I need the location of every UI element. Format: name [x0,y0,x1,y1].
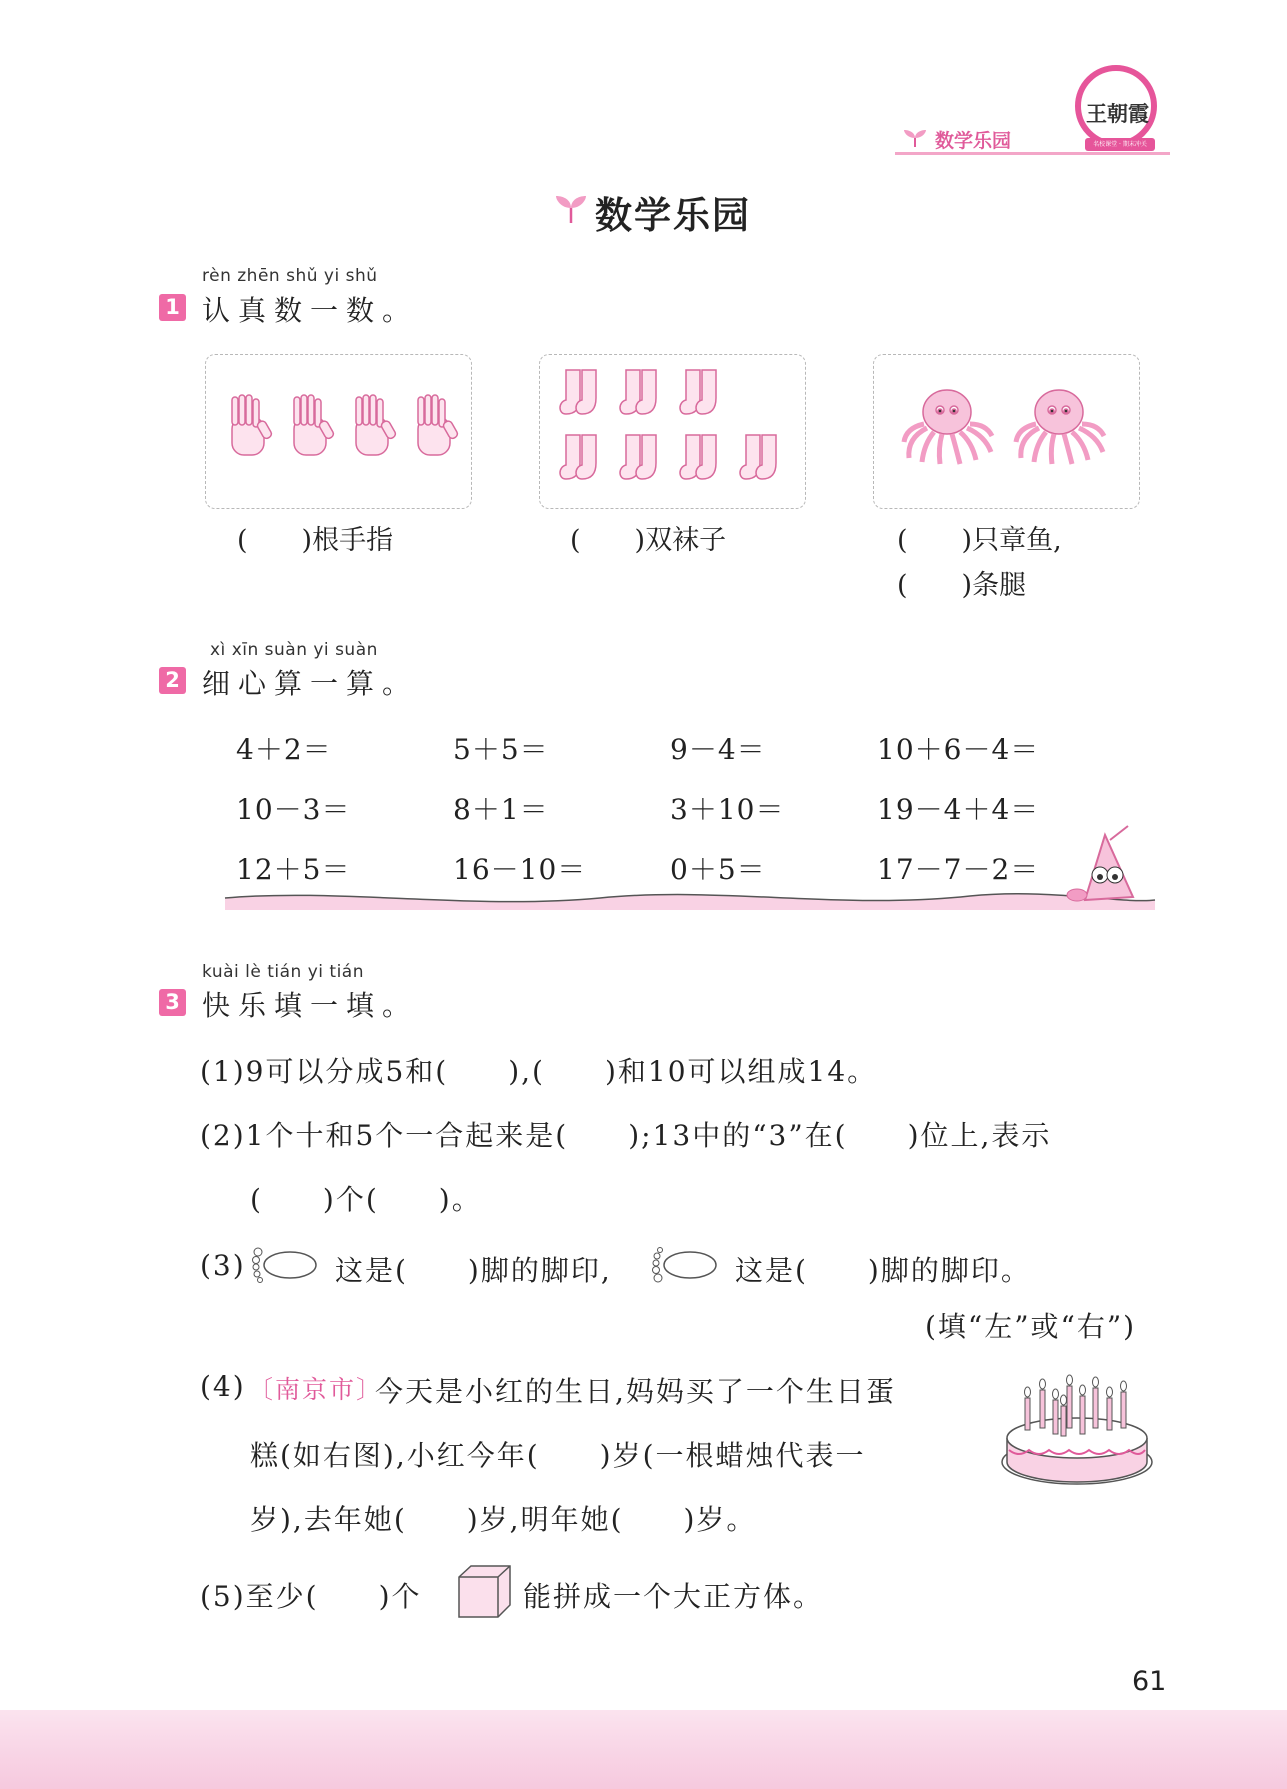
calc-r2c3: 3＋10＝ [670,793,785,826]
q3-pinyin: kuài lè tián yi tián [202,962,364,982]
brand-badge-name: 王朝霞 [1086,101,1149,126]
q3-item-2a: (2)1个十和5个一合起来是( );13中的“3”在( )位上,表示 [200,1119,1052,1152]
calc-r3c1: 12＋5＝ [236,853,351,886]
socks-picture-frame [539,354,806,509]
calc-r1c3: 9－4＝ [670,733,766,766]
q2-pinyin: xì xīn suàn yi suàn [210,640,378,660]
bottom-decor-band [0,1710,1287,1789]
q1-caption-fingers: ( )根手指 [237,525,394,556]
page-number: 61 [1132,1666,1167,1697]
q3-item-3-mid2: 这是( )脚的脚印。 [735,1254,1031,1287]
socks-illustration [540,355,805,508]
calc-r2c2: 8＋1＝ [453,793,549,826]
calc-r3c2: 16－10＝ [453,853,587,886]
q3-item-4-source-tag: 〔南京市〕 [248,1375,384,1404]
hands-picture-frame [205,354,472,509]
q1-pinyin: rèn zhēn shǔ yi shǔ [202,266,378,286]
calc-r3c3: 0＋5＝ [670,853,766,886]
right-footprint-icon [648,1245,720,1285]
header-section-label: 数学乐园 [935,130,1012,152]
left-footprint-icon [248,1245,320,1285]
q3-item-4-line2: 糕(如右图),小红今年( )岁(一根蜡烛代表一 [250,1439,866,1472]
q2-number-badge: 2 [159,667,186,694]
q1-caption-legs: ( )条腿 [897,570,1027,601]
q3-item-4-line1: 今天是小红的生日,妈妈买了一个生日蛋 [375,1375,896,1408]
q3-item-5a: (5)至少( )个 [200,1580,422,1613]
calc-r1c1: 4＋2＝ [236,733,332,766]
calc-r2c1: 10－3＝ [236,793,351,826]
q3-item-3-note: (填“左”或“右”) [925,1310,1137,1343]
q3-title: 快乐填一填。 [202,989,419,1022]
q3-item-4-prefix: (4) [200,1370,246,1403]
leaf-icon [902,128,928,148]
q1-number-badge: 1 [159,294,186,321]
header-underline [895,152,1170,155]
q3-item-2b: ( )个( )。 [250,1183,482,1216]
hands-illustration [206,355,471,508]
q3-item-5b: 能拼成一个大正方体。 [523,1580,824,1613]
q3-item-3-mid1: 这是( )脚的脚印, [335,1254,612,1287]
q1-caption-octopus: ( )只章鱼, [897,525,1062,556]
octopus-illustration [874,355,1139,508]
wave-divider [220,880,1160,915]
birthday-cake-illustration [995,1370,1160,1495]
q3-item-1: (1)9可以分成5和( ),( )和10可以组成14。 [200,1055,878,1088]
small-cube-icon [455,1563,515,1621]
calc-r3c4: 17－7－2＝ [877,853,1040,886]
calc-r1c4: 10＋6－4＝ [877,733,1040,766]
brand-badge-ribbon-text: 名校课堂 · 期末冲关 [1093,141,1147,148]
q1-title: 认真数一数。 [202,294,419,327]
hermit-crab-illustration [1055,815,1155,915]
page-title: 数学乐园 [595,194,751,237]
q2-title: 细心算一算。 [202,667,419,700]
q3-item-3-prefix: (3) [200,1249,246,1282]
calc-r1c2: 5＋5＝ [453,733,549,766]
octopus-picture-frame [873,354,1140,509]
q3-item-4-line3: 岁),去年她( )岁,明年她( )岁。 [250,1503,757,1536]
title-leaf-icon [553,194,589,224]
q1-caption-socks: ( )双袜子 [570,525,727,556]
q3-number-badge: 3 [159,989,186,1016]
calc-r2c4: 19－4＋4＝ [877,793,1040,826]
